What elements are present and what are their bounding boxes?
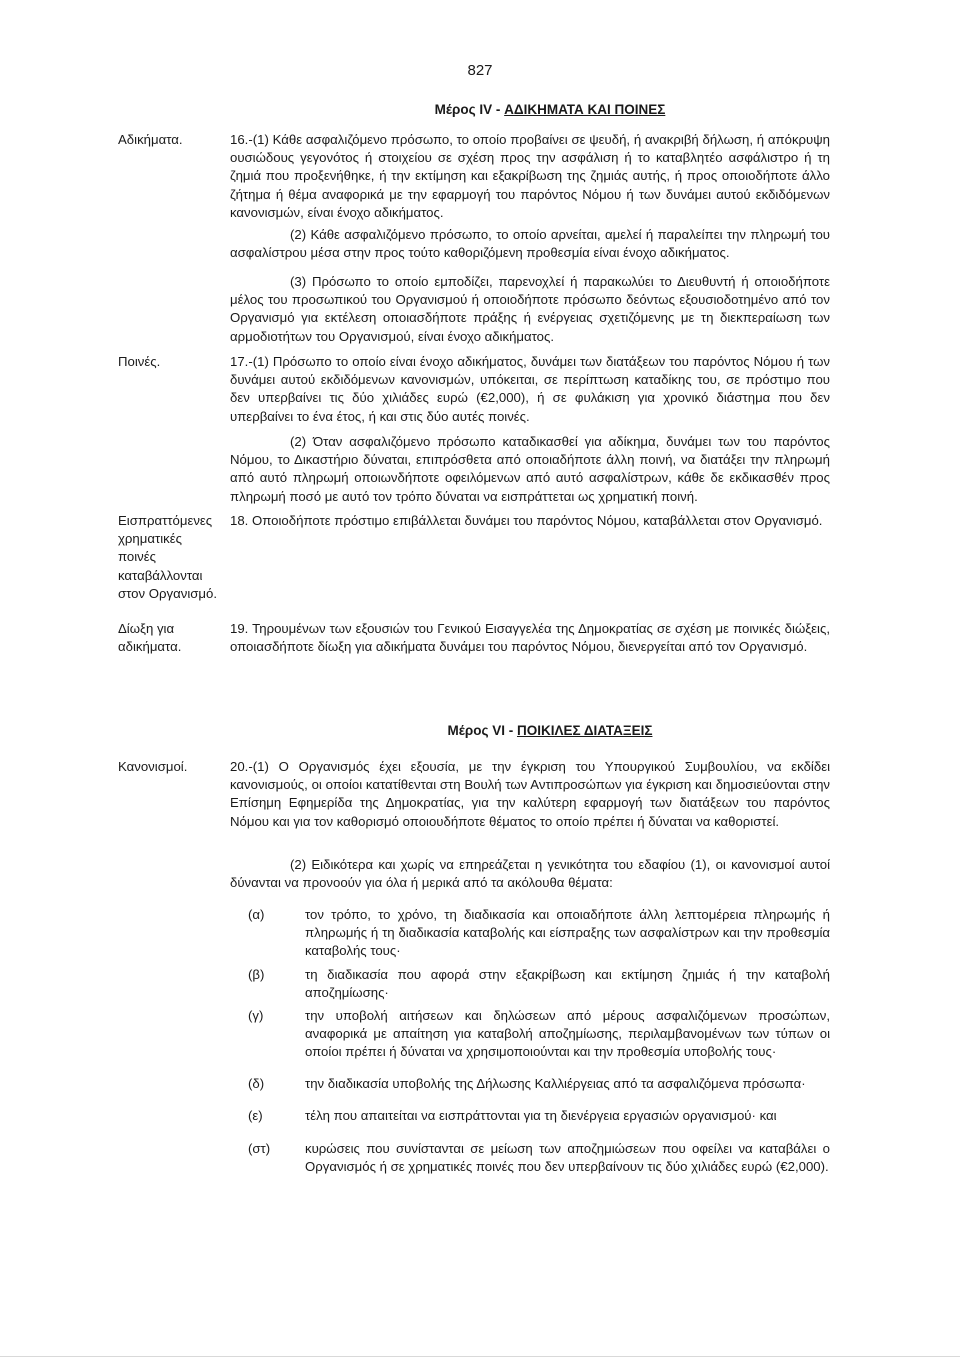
part-vi-prefix: Μέρος VI -	[447, 723, 517, 738]
part-iv-heading	[380, 101, 720, 119]
item-text-c: την υποβολή αιτήσεων και δηλώσεων από μέρους ασφαλιζόμενων προσώπων, αναφορικά με απαίτηση για καταβολή αποζημίωσης, περιλαμβανομένων των τύπων οι οποίοι πρέπει ή δύναται να χρησιμοποιούνται και την προθεσμία υποβολής τους·	[305, 1008, 830, 1060]
section-17-text-1: 17.-(1) Πρόσωπο το οποίο είναι ένοχο αδικήματος, δυνάμει των διατάξεων του παρόντος Νόμου ή των δυνάμει αυτού εκδιδόμενων κανονισμών, υπόκειται, σε περίπτωση καταδίκης του, σε πρόστιμο που δεν υπερβαίνει τις δύο χιλιάδες ευρώ (€2,000), ή σε φυλάκιση για χρονικό διάστημα που δεν υπερβαίνει το ένα έτος, ή και στις δύο αυτές ποινές.	[230, 354, 830, 424]
section-20-para-1	[230, 758, 830, 831]
part-vi-title: ΠΟΙΚΙΛΕΣ ΔΙΑΤΑΞΕΙΣ	[516, 723, 653, 738]
section-19-text-1: 19. Τηρουμένων των εξουσιών του Γενικού Εισαγγελέα της Δημοκρατίας σε σχέση με ποινικές διώξεις, οποιασδήποτε δίωξη για αδικήματα δυνάμει του παρόντος Νόμου, διενεργείται από τον Οργανισμό.	[230, 621, 830, 655]
item-label-f: (στ)	[248, 1141, 271, 1156]
section-20-text-1: 20.-(1) Ο Οργανισμός έχει εξουσία, με την έγκριση του Υπουργικού Συμβουλίου, να εκδίδει κανονισμούς, οι οποίοι κατατίθενται στη Βουλή των Αντιπροσώπων για έγκριση και δημοσιεύονται στην Επίσημη Εφημερίδα της Δημοκρατίας, για την καλύτερη εφαρμογή των διατάξεων του παρόντος Νόμου και για τον καθορισμό οποιουδήποτε θέματος το οποίο πρέπει ή δύναται να καθοριστεί.	[230, 759, 830, 829]
section-17-para-2	[230, 433, 830, 506]
section-20-para-2	[230, 856, 830, 892]
item-label-b: (β)	[248, 967, 265, 982]
item-label-c: (γ)	[248, 1008, 264, 1023]
item-label-e: (ε)	[248, 1108, 263, 1123]
part-iv-prefix: Μέρος IV -	[434, 102, 505, 117]
margin-note-penalties: Ποινές.	[118, 354, 161, 369]
margin-note-fines-paid: Εισπραττόμενες χρηματικές ποινές καταβάλλονται στον Οργανισμό.	[118, 513, 217, 601]
item-text-d: την διαδικασία υποβολής της Δήλωσης Καλλιέργειας από τα ασφαλιζόμενα πρόσωπα·	[305, 1076, 806, 1091]
section-17-text-2: (2) Όταν ασφαλιζόμενο πρόσωπο καταδικασθεί για αδίκημα, δυνάμει των του παρόντος Νόμου, το Δικαστήριο δύναται, επιπρόσθετα από οποιαδήποτε άλλη ποινή, να διατάξει την πληρωμή από αυτό πληρωμή οποιωνδήποτε οφειλόμενων από αυτό ασφαλίστρων, κάθε δε εκδικασθέν προς πληρωμή ποσό με αυτό τον τρόπο δύναται να εισπράττεται ως χρηματική ποινή.	[230, 434, 830, 504]
item-label-a: (α)	[248, 907, 265, 922]
part-vi-heading	[380, 722, 720, 740]
item-text-f: κυρώσεις που συνίστανται σε μείωση των αποζημιώσεων που οφείλει να καταβάλει ο Οργανισμός ή σε χρηματικές ποινές που δεν υπερβαίνουν τις δύο χιλιάδες ευρώ (€2,000).	[305, 1141, 830, 1175]
section-19-para-1	[230, 620, 830, 656]
item-label-d: (δ)	[248, 1076, 265, 1091]
section-16-para-3	[230, 273, 830, 346]
section-16-text-1: 16.-(1) Κάθε ασφαλιζόμενο πρόσωπο, το οποίο προβαίνει σε ψευδή, ή ανακριβή δήλωση, ή απόκρυψη ουσιώδους γεγονότος ή στοιχείου σε σχέση προς την ασφάλιση ή το καταβλητέο ασφάλιστρο ή τη ζημιά που προξενήθηκε, ή την εκτίμηση και εξακρίβωση της ζημιάς αυτής, ή προς οποιοδήποτε άλλο ζήτημα ή θέμα αναφορικά με την εφαρμογή του παρόντος Νόμου ή των δυνάμει αυτού εκδιδόμενων κανονισμών, είναι ένοχο αδικήματος.	[230, 132, 830, 220]
margin-note-prosecution: Δίωξη για αδικήματα.	[118, 621, 182, 655]
scan-edge-line	[0, 1356, 960, 1357]
section-16-text-3: (3) Πρόσωπο το οποίο εμποδίζει, παρενοχλεί ή παρακωλύει το Διευθυντή ή οποιοδήποτε μέλος του προσωπικού του Οργανισμού ή οποιοδήποτε πρόσωπο δεόντως εξουσιοδοτημένο από τον Οργανισμό για εκτέλεση οποιασδήποτε πράξης ή ενέργειας σχετιζόμενης με τη διεκπεραίωση των αρμοδιοτήτων του Οργανισμού, είναι ένοχο αδικήματος.	[230, 274, 830, 344]
page-number: 827	[467, 62, 493, 79]
section-18-para-1	[230, 512, 830, 530]
item-text-a: τον τρόπο, το χρόνο, τη διαδικασία και οποιαδήποτε άλλη λεπτομέρεια πληρωμής ή πληρωμής ή τη διαδικασία καταβολής και είσπραξης των ασφαλίστρων και την προθεσμία καταβολής τους·	[305, 907, 830, 959]
part-iv-title: ΑΔΙΚΗΜΑΤΑ ΚΑΙ ΠΟΙΝΕΣ	[504, 102, 666, 117]
section-16-text-2: (2) Κάθε ασφαλιζόμενο πρόσωπο, το οποίο αρνείται, αμελεί ή παραλείπει την πληρωμή του ασφαλίστρου μέσα στην προς τούτο καθοριζόμενη προθεσμία είναι ένοχο αδικήματος.	[230, 227, 830, 261]
section-18-text-1: 18. Οποιοδήποτε πρόστιμο επιβάλλεται δυνάμει του παρόντος Νόμου, καταβάλλεται στον Οργανισμό.	[230, 513, 823, 528]
section-17-para-1	[230, 353, 830, 426]
item-text-e: τέλη που απαιτείται να εισπράττονται για τη διενέργεια εργασιών οργανισμού· και	[305, 1108, 777, 1123]
margin-note-offences: Αδικήματα.	[118, 132, 183, 147]
section-20-text-2: (2) Ειδικότερα και χωρίς να επηρεάζεται η γενικότητα του εδαφίου (1), οι κανονισμοί αυτοί δύνανται να προνοούν για όλα ή μερικά από τα ακόλουθα θέματα:	[230, 857, 830, 891]
section-16-para-2	[230, 226, 830, 262]
item-text-b: τη διαδικασία που αφορά στην εξακρίβωση και εκτίμηση ζημιάς ή την καταβολή αποζημίωσης·	[305, 967, 830, 1001]
margin-note-regulations: Κανονισμοί.	[118, 759, 188, 774]
section-16-para-1	[230, 131, 830, 222]
